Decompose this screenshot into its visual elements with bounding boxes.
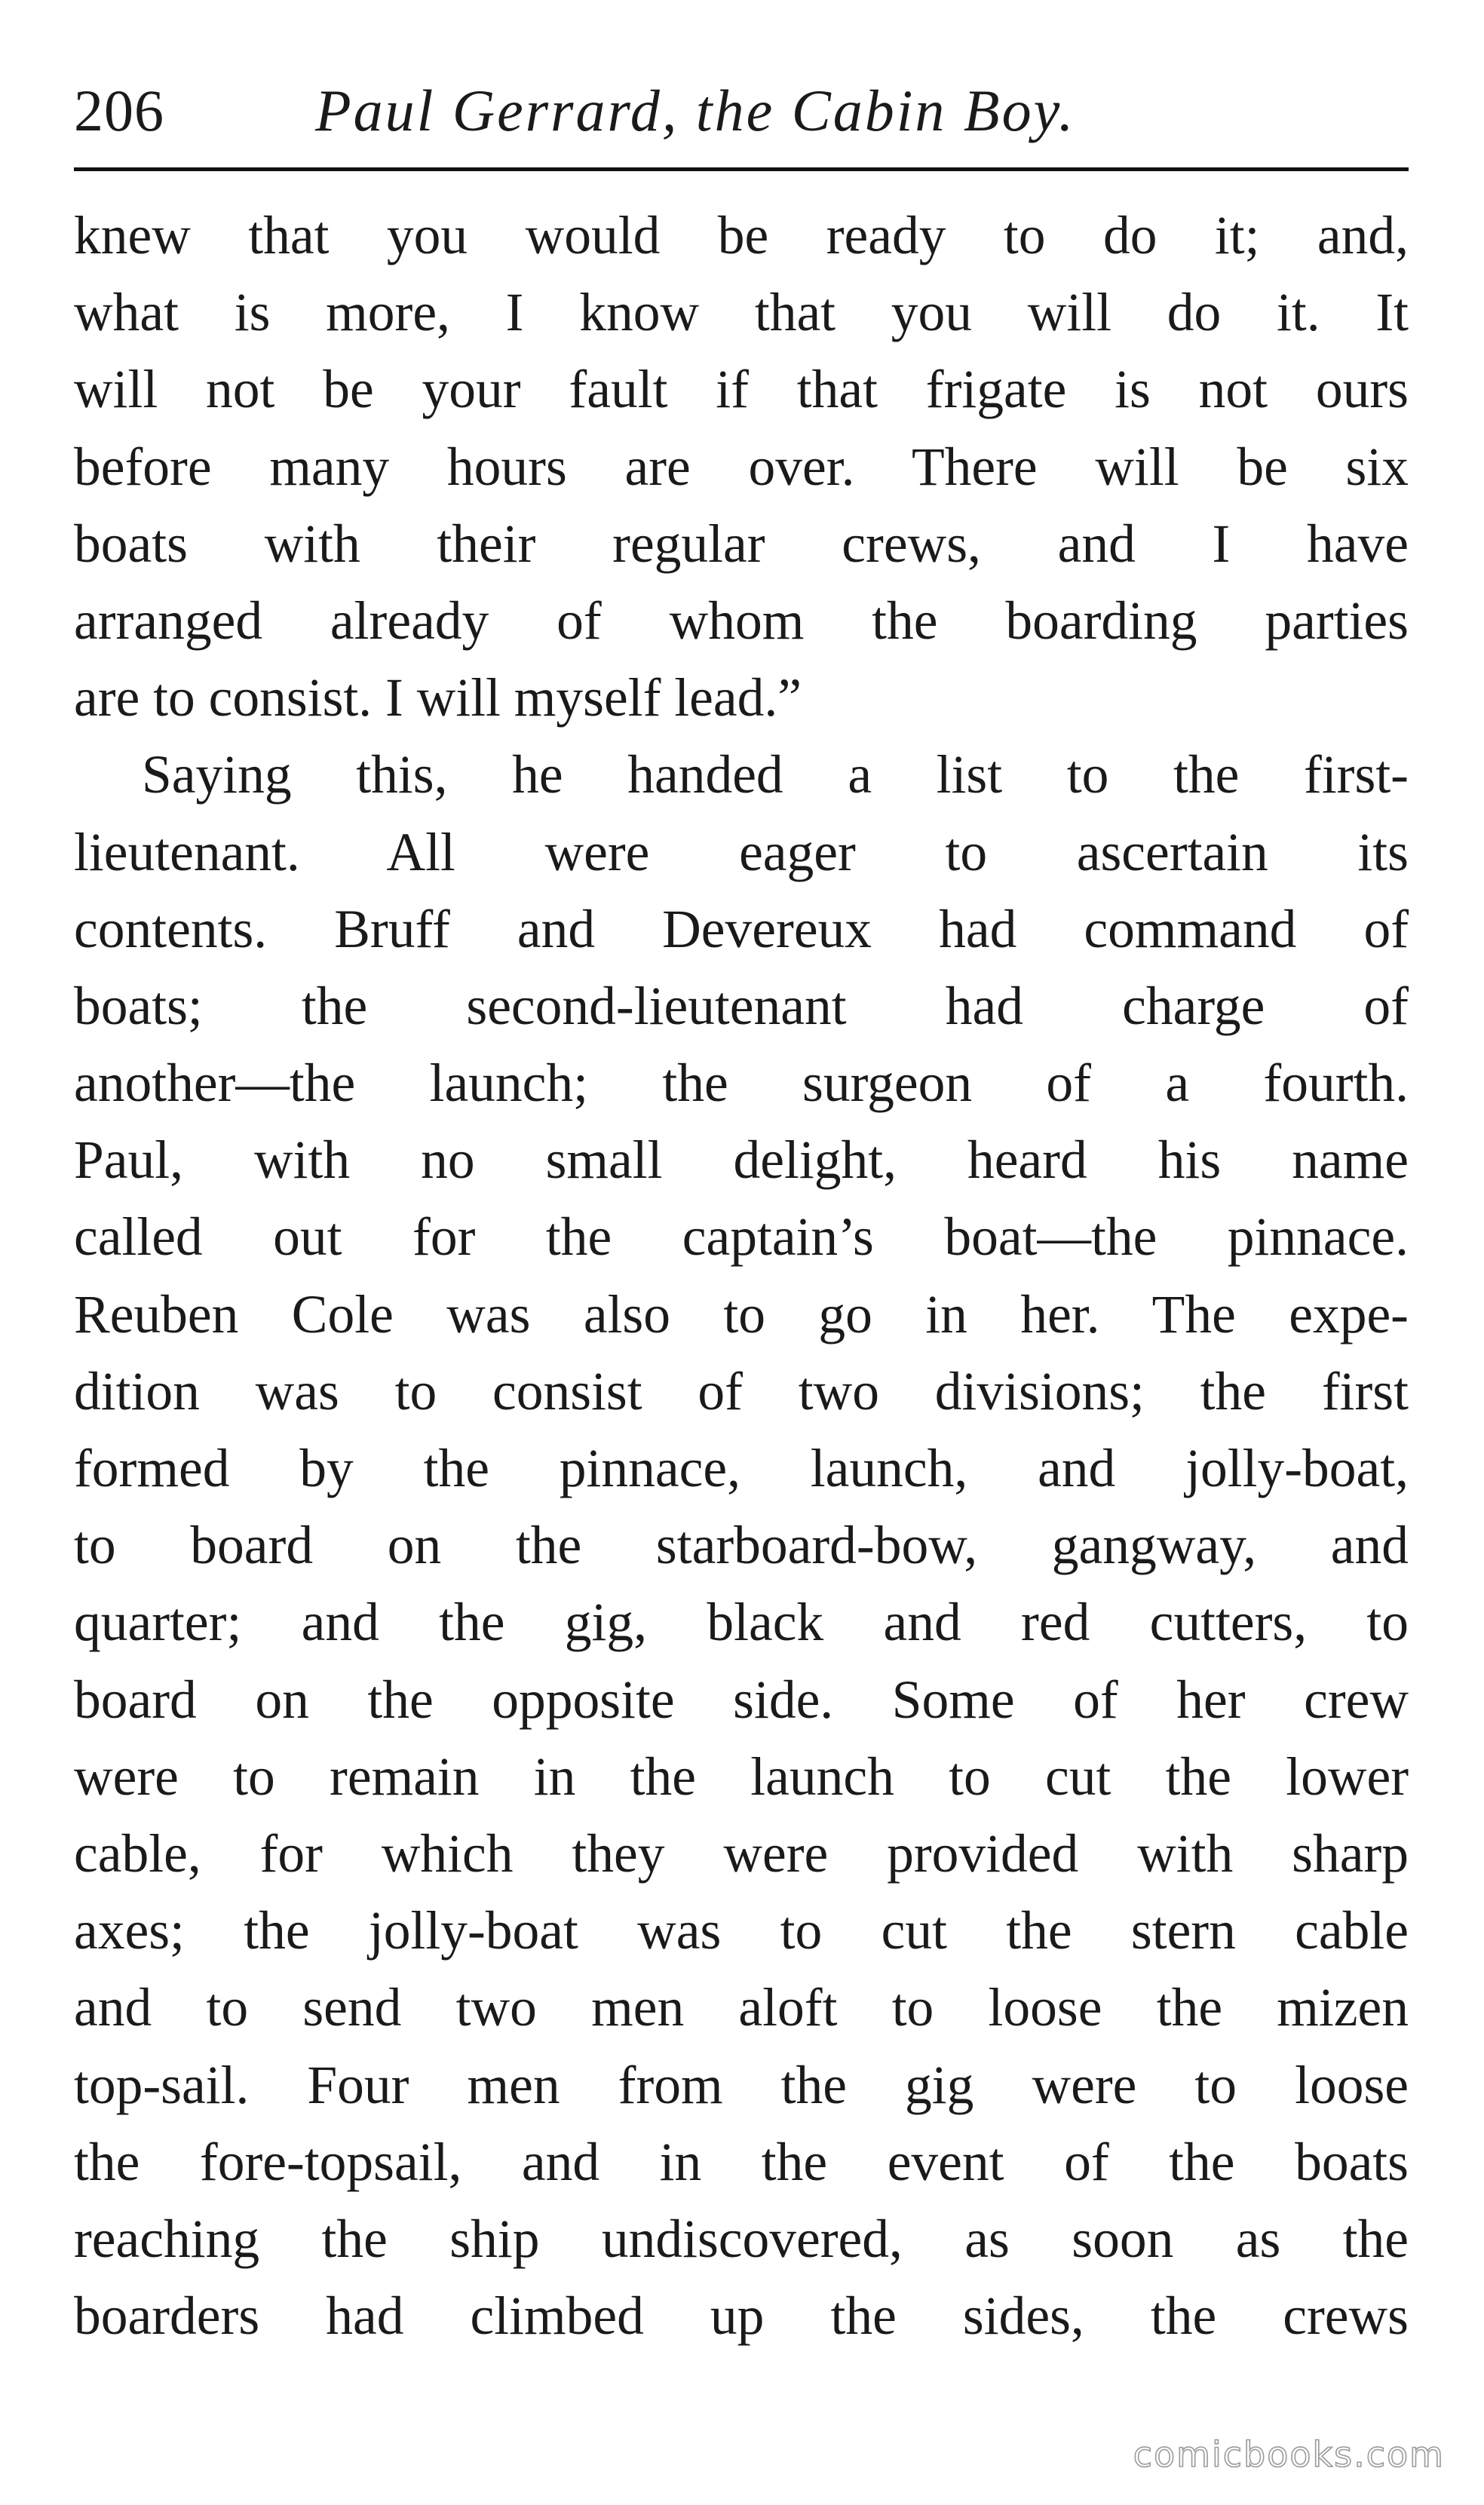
text-line: Reuben Cole was also to go in her. The expe- bbox=[74, 1284, 1409, 1344]
text-line: reaching the ship undiscovered, as soon as the bbox=[74, 2209, 1409, 2269]
text-line-indented bbox=[74, 737, 1409, 814]
text-line: axes; the jolly-boat was to cut the stern cable bbox=[74, 1901, 1409, 1961]
page-number: 206 bbox=[74, 78, 164, 143]
text-line: Paul, with no small delight, heard his name bbox=[74, 1130, 1409, 1191]
text-line: top-sail. Four men from the gig were to loose bbox=[74, 2055, 1409, 2115]
text-line: the fore-topsail, and in the event of the boats bbox=[74, 2132, 1409, 2192]
text-line: will not be your fault if that frigate is not ours bbox=[74, 360, 1409, 420]
text-line: and to send two men aloft to loose the mizen bbox=[74, 1978, 1409, 2038]
text-line: cable, for which they were provided with sharp bbox=[74, 1823, 1409, 1884]
text-line: to board on the starboard-bow, gangway, and bbox=[74, 1516, 1409, 1576]
running-title: Paul Gerrard, the Cabin Boy. bbox=[315, 78, 1076, 143]
text-line: contents. Bruff and Devereux had command of bbox=[74, 899, 1409, 959]
text-line: another—the launch; the surgeon of a fourth. bbox=[74, 1053, 1409, 1114]
text-line: boats; the second-lieutenant had charge of bbox=[74, 976, 1409, 1036]
text-line: were to remain in the launch to cut the lower bbox=[74, 1746, 1409, 1807]
text-line: board on the opposite side. Some of her crew bbox=[74, 1669, 1409, 1730]
paragraph-2 bbox=[74, 737, 1409, 2355]
text-line: what is more, I know that you will do it. It bbox=[74, 283, 1409, 343]
text-line: arranged already of whom the boarding parties bbox=[74, 590, 1409, 651]
text-line: formed by the pinnace, launch, and jolly-boat, bbox=[74, 1439, 1409, 1498]
paragraph-1 bbox=[74, 198, 1409, 737]
page-header bbox=[74, 69, 1409, 152]
text-line: before many hours are over. There will be six bbox=[74, 437, 1409, 497]
text-line: boarders had climbed up the sides, the crews bbox=[74, 2286, 1409, 2347]
text-line: knew that you would be ready to do it; and, bbox=[74, 206, 1409, 265]
text-line: are to consist. I will myself lead.” bbox=[74, 668, 802, 728]
text-line: boats with their regular crews, and I have bbox=[74, 514, 1409, 574]
watermark-logo: comicbooks.com bbox=[1133, 2434, 1445, 2475]
text-line: quarter; and the gig, black and red cutters, to bbox=[74, 1593, 1409, 1653]
header-rule bbox=[74, 167, 1409, 171]
body-text bbox=[74, 198, 1409, 2355]
text-line: dition was to consist of two divisions; the first bbox=[74, 1361, 1409, 1421]
text-line: called out for the captain’s boat—the pinnace. bbox=[74, 1207, 1409, 1268]
text-line: lieutenant. All were eager to ascertain its bbox=[74, 822, 1409, 882]
text-line-content: Saying this, he handed a list to the first- bbox=[142, 745, 1409, 805]
